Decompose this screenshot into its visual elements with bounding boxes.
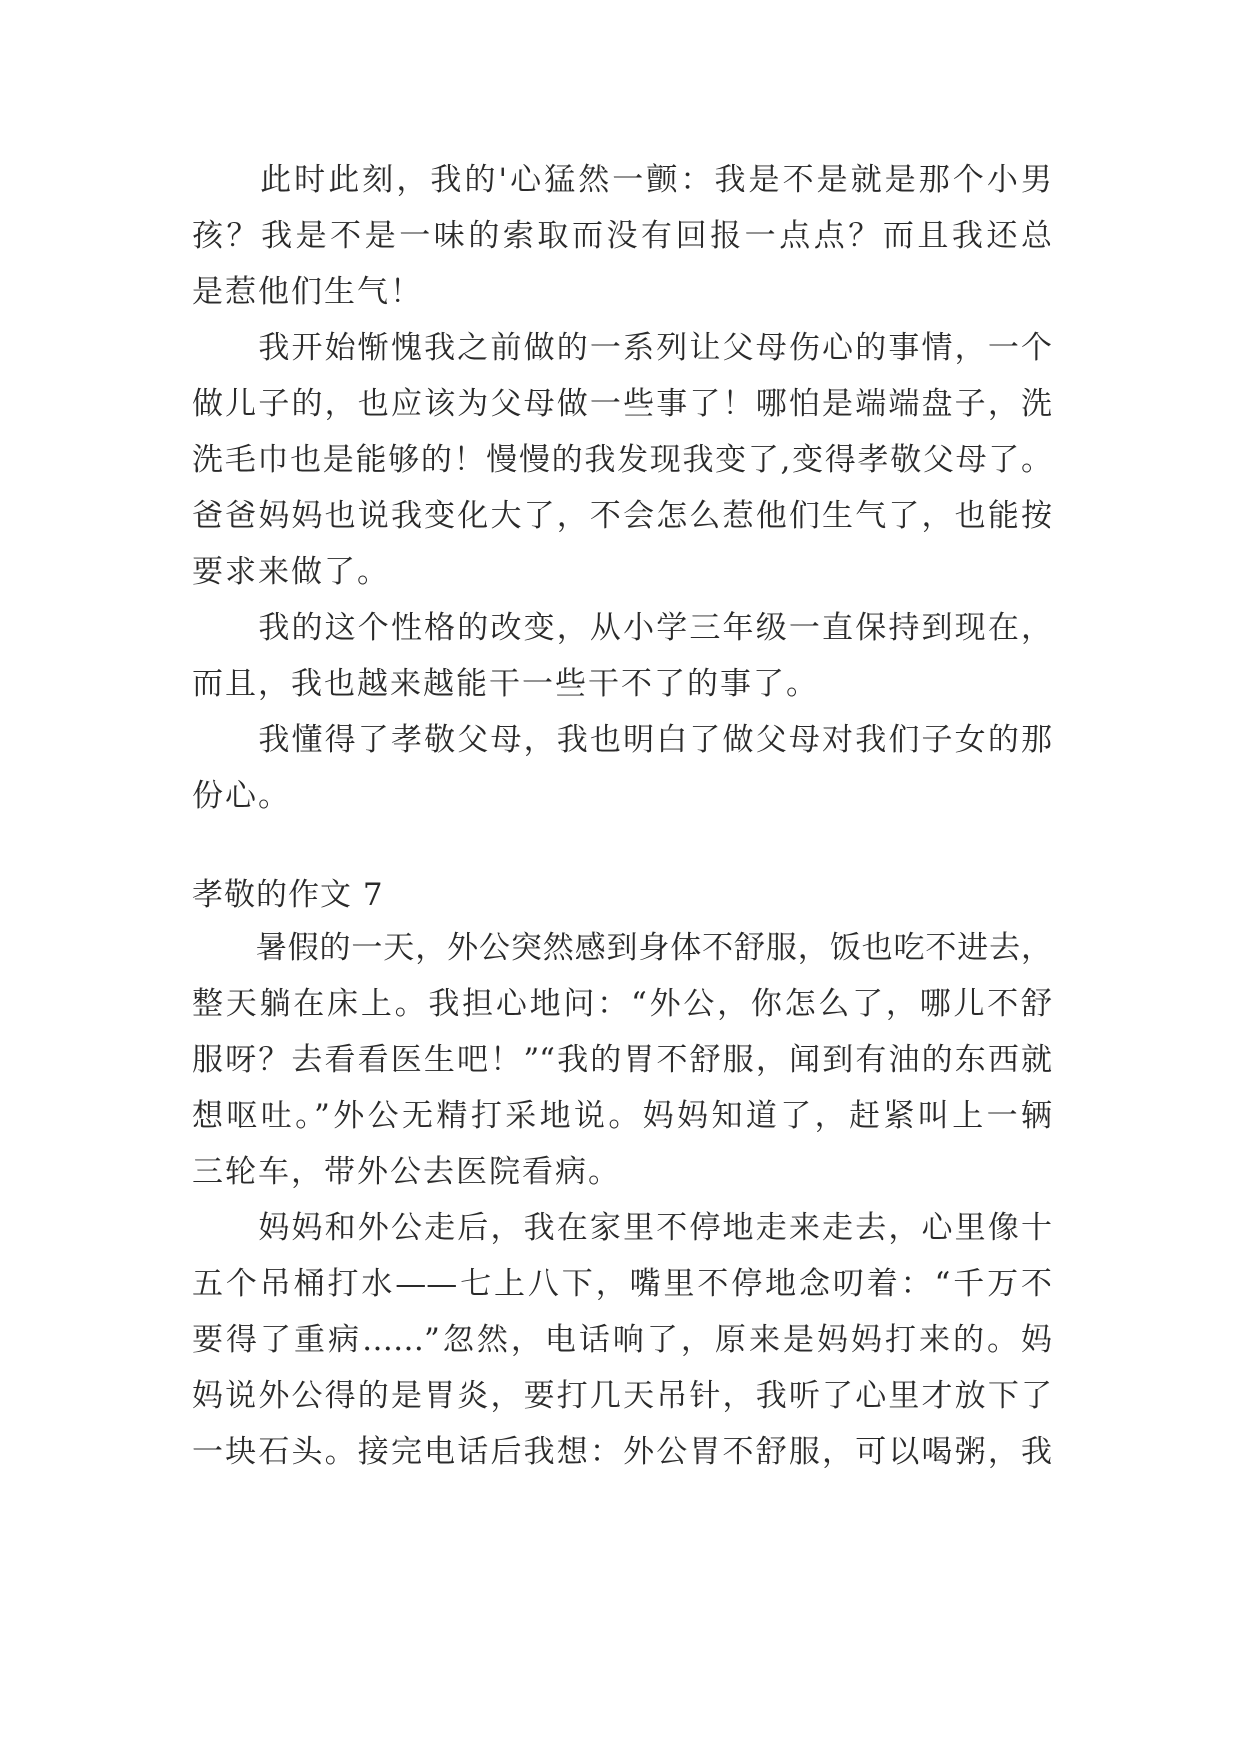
- text-line: 我开始惭愧我之前做的一系列让父母伤心的事情，一个: [192, 330, 1052, 366]
- text-line: 妈妈和外公走后，我在家里不停地走来走去，心里像十: [192, 1210, 1052, 1246]
- section-heading: 孝敬的作文 7: [192, 877, 384, 913]
- text-line: 份心。: [192, 778, 291, 814]
- text-line: 孩？我是不是一味的索取而没有回报一点点？而且我还总: [192, 218, 1052, 254]
- text-line: 服呀？去看看医生吧！”“我的胃不舒服，闻到有油的东西就: [192, 1042, 1052, 1078]
- text-line: 做儿子的，也应该为父母做一些事了！哪怕是端端盘子，洗: [192, 386, 1052, 422]
- text-line: 整天躺在床上。我担心地问：“外公，你怎么了，哪儿不舒: [192, 986, 1052, 1022]
- text-line: 要求来做了。: [192, 554, 390, 590]
- text-line: 我懂得了孝敬父母，我也明白了做父母对我们子女的那: [192, 722, 1052, 758]
- text-line: 此时此刻，我的'心猛然一颤：我是不是就是那个小男: [192, 162, 1052, 198]
- text-line: 是惹他们生气！: [192, 274, 423, 310]
- text-line: 一块石头。接完电话后我想：外公胃不舒服，可以喝粥，我: [192, 1434, 1052, 1470]
- text-line: 洗毛巾也是能够的！慢慢的我发现我变了,变得孝敬父母了。: [192, 442, 1052, 478]
- text-line: 三轮车，带外公去医院看病。: [192, 1154, 621, 1190]
- text-line: 我的这个性格的改变，从小学三年级一直保持到现在，: [192, 610, 1052, 646]
- text-line: 要得了重病……”忽然，电话响了，原来是妈妈打来的。妈: [192, 1322, 1052, 1358]
- text-line: 想呕吐。”外公无精打采地说。妈妈知道了，赶紧叫上一辆: [192, 1098, 1052, 1134]
- text-line: 而且，我也越来越能干一些干不了的事了。: [192, 666, 819, 702]
- text-line: 五个吊桶打水——七上八下，嘴里不停地念叨着：“千万不: [192, 1266, 1052, 1302]
- text-line: 妈说外公得的是胃炎，要打几天吊针，我听了心里才放下了: [192, 1378, 1052, 1414]
- text-line: 暑假的一天，外公突然感到身体不舒服，饭也吃不进去，: [192, 930, 1052, 966]
- text-line: 爸爸妈妈也说我变化大了，不会怎么惹他们生气了，也能按: [192, 498, 1052, 534]
